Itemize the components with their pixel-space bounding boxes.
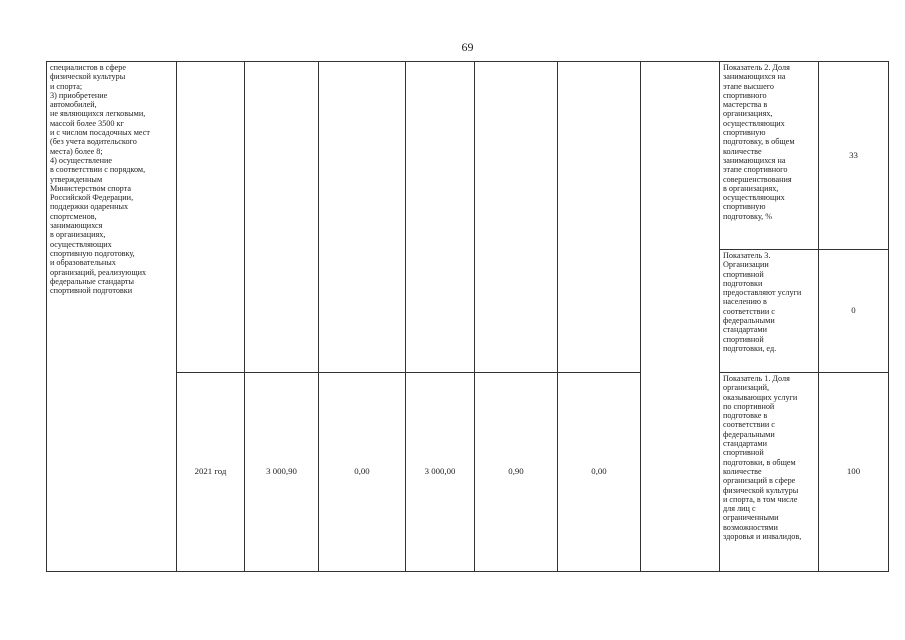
- empty-cell: [475, 62, 558, 373]
- indicator-text-cell: Показатель 3. Организации спортивной подготовки предоставляют услуги населению в соответствии с федеральными стандартами спортивной подготовки, ед.: [720, 250, 819, 373]
- other-amount-cell: 0,00: [558, 373, 641, 572]
- empty-cell: [641, 62, 720, 572]
- empty-cell: [177, 62, 245, 373]
- activity-description-cell: специалистов в сфере физической культуры и спорта; 3) приобретение автомобилей, не являющихся легковыми, массой более 3500 кг и с числом посадочных мест (без учета водительского места) более 8; 4) осуществление в соответствии с порядком, утвержденным Министерством спорта Российской Федерации, поддержки одаренных спортсменов, занимающихся в организациях, осуществляющих спортивную подготовку, и образовательных организаций, реализующих федеральные стандарты спортивной подготовки: [47, 62, 177, 572]
- empty-cell: [319, 62, 406, 373]
- indicator-value-cell: 100: [819, 373, 889, 572]
- table-row: [47, 62, 889, 250]
- empty-cell: [406, 62, 475, 373]
- empty-cell: [245, 62, 319, 373]
- indicator-value-cell: 0: [819, 250, 889, 373]
- page-number: 69: [461, 40, 474, 54]
- program-table: [46, 61, 889, 572]
- indicator-text-cell: Показатель 1. Доля организаций, оказывающих услуги по спортивной подготовке в соответствии с федеральными стандартами спортивной подготовки, в общем количестве организаций в сфере физической культуры и спорта, в том числе для лиц с ограниченными возможностями здоровья и инвалидов,: [720, 373, 819, 572]
- total-amount-cell: 3 000,90: [245, 373, 319, 572]
- empty-cell: [558, 62, 641, 373]
- indicator-text-cell: Показатель 2. Доля занимающихся на этапе высшего спортивного мастерства в организациях, осуществляющих спортивную подготовку, в общем количестве занимающихся на этапе спортивного совершенствования в организациях, осуществляющих спортивную подготовку, %: [720, 62, 819, 250]
- indicator-value-cell: 33: [819, 62, 889, 250]
- regional-amount-cell: 3 000,00: [406, 373, 475, 572]
- federal-amount-cell: 0,00: [319, 373, 406, 572]
- local-amount-cell: 0,90: [475, 373, 558, 572]
- year-cell: 2021 год: [177, 373, 245, 572]
